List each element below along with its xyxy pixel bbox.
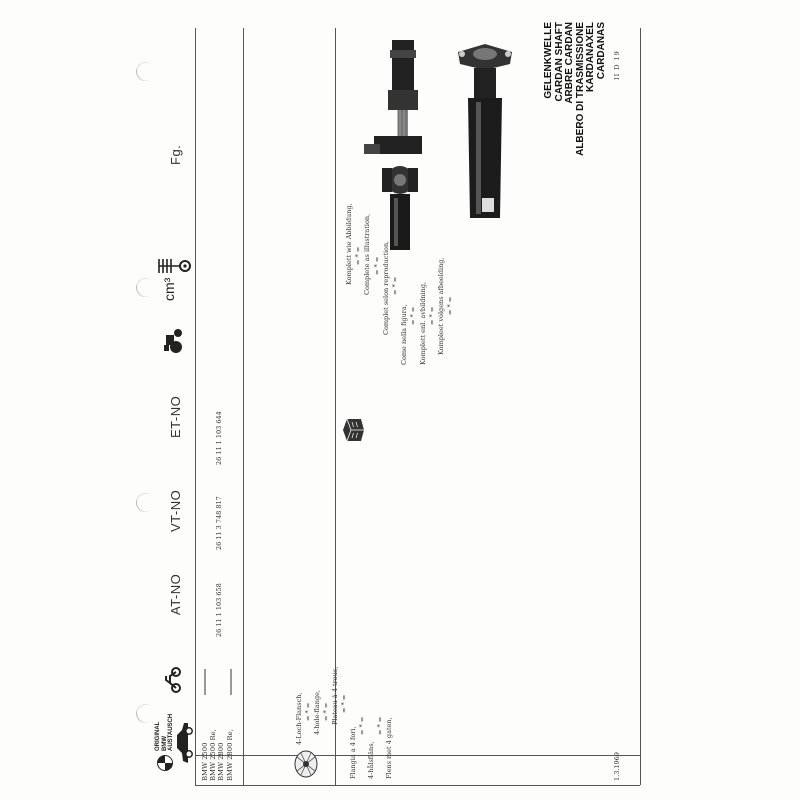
flange-line: 4-hålsfläns, — [367, 741, 375, 779]
title-line: GELENKWELLE — [543, 22, 554, 99]
box-line: = * = — [446, 296, 455, 315]
flange-line: 4-hole-flange, — [313, 689, 321, 735]
title-line: CARDANAS — [595, 22, 607, 80]
title-line: CARDAN SHAFT — [553, 22, 565, 102]
flange-line: = * = — [322, 702, 330, 721]
box-line: = * = — [372, 256, 381, 275]
cardan-shaft-photo-2 — [450, 42, 520, 222]
part-at-no: 26 11 1 103 658 — [215, 583, 223, 637]
column-header-et-no: ET-NO — [168, 395, 183, 438]
footer-page: II D 19 — [613, 50, 621, 80]
model-item: BMW 2500 — [201, 742, 209, 781]
model-item: BMW 2800 Re, — [225, 729, 234, 781]
part-title — [542, 22, 632, 237]
part-vt-no: 26 11 3 748 817 — [215, 496, 223, 550]
frame-line-right — [640, 28, 641, 785]
box-line: Komplett wie Abbildung, — [345, 203, 353, 285]
logo-line-3: AUSTAUSCH — [168, 713, 174, 751]
punch-hole — [133, 59, 159, 85]
flange-line: 4-Loch-Flansch, — [295, 692, 303, 745]
bmw-roundel-icon — [157, 755, 173, 771]
cm3-label: cm³ — [161, 277, 177, 301]
title-line: KARDANAXEL — [585, 22, 596, 92]
flange-line: = * = — [376, 716, 384, 735]
box-line: Komplett enl. avbildning, — [418, 281, 427, 365]
box-line: Complet selon reproduction, — [381, 240, 390, 335]
column-header-at-no: AT-NO — [168, 573, 183, 615]
flange-line: = * = — [340, 694, 348, 713]
logo-line-1: ORIGINAL — [155, 721, 161, 751]
bmw-austausch-logo — [155, 714, 175, 771]
cardan-shaft-photo-1 — [360, 40, 440, 250]
motorcycle-icon — [165, 667, 181, 693]
box-line: = * = — [409, 306, 418, 325]
flange-line: Flangia a 4 fori, — [349, 726, 357, 779]
punch-hole — [133, 490, 159, 516]
flange-icon — [293, 749, 319, 779]
footer-date: 1.3.1969 — [613, 752, 621, 781]
part-et-no: 26 11 1 103 644 — [215, 411, 223, 465]
logo-line-2: BMW — [161, 736, 168, 751]
flange-line: Flens met 4 gaten, — [385, 717, 393, 779]
column-header-vt-no: VT-NO — [168, 489, 183, 532]
flange-line: = * = — [358, 716, 366, 735]
frame-line-bottom — [195, 785, 640, 786]
flange-line: = * = — [304, 702, 312, 721]
box-icon — [341, 417, 365, 443]
box-line: = * = — [427, 306, 436, 325]
tractor-icon — [163, 327, 183, 355]
box-line: Complete as illustration, — [363, 213, 372, 295]
column-header-fg: Fg. — [168, 144, 183, 165]
model-item: BMW 2800 — [217, 742, 226, 781]
model-bracket — [203, 667, 233, 697]
flange-text-block — [295, 666, 394, 779]
flange-line: Plateau à 4 trous, — [331, 666, 339, 725]
model-item: BMW 2500 Re, — [209, 729, 218, 781]
car-icon — [175, 721, 193, 765]
box-line: = * = — [391, 276, 400, 295]
title-line: ARBRE CARDAN — [564, 22, 575, 104]
model-list — [201, 729, 234, 781]
engine-cm3-icon — [155, 261, 195, 301]
box-line: Come nella figura, — [400, 304, 409, 365]
title-line: ALBERO DI TRASMISSIONE — [574, 22, 586, 156]
box-line: Kompleet volgens afbeelding, — [437, 257, 446, 355]
box-line: = * = — [354, 246, 363, 265]
